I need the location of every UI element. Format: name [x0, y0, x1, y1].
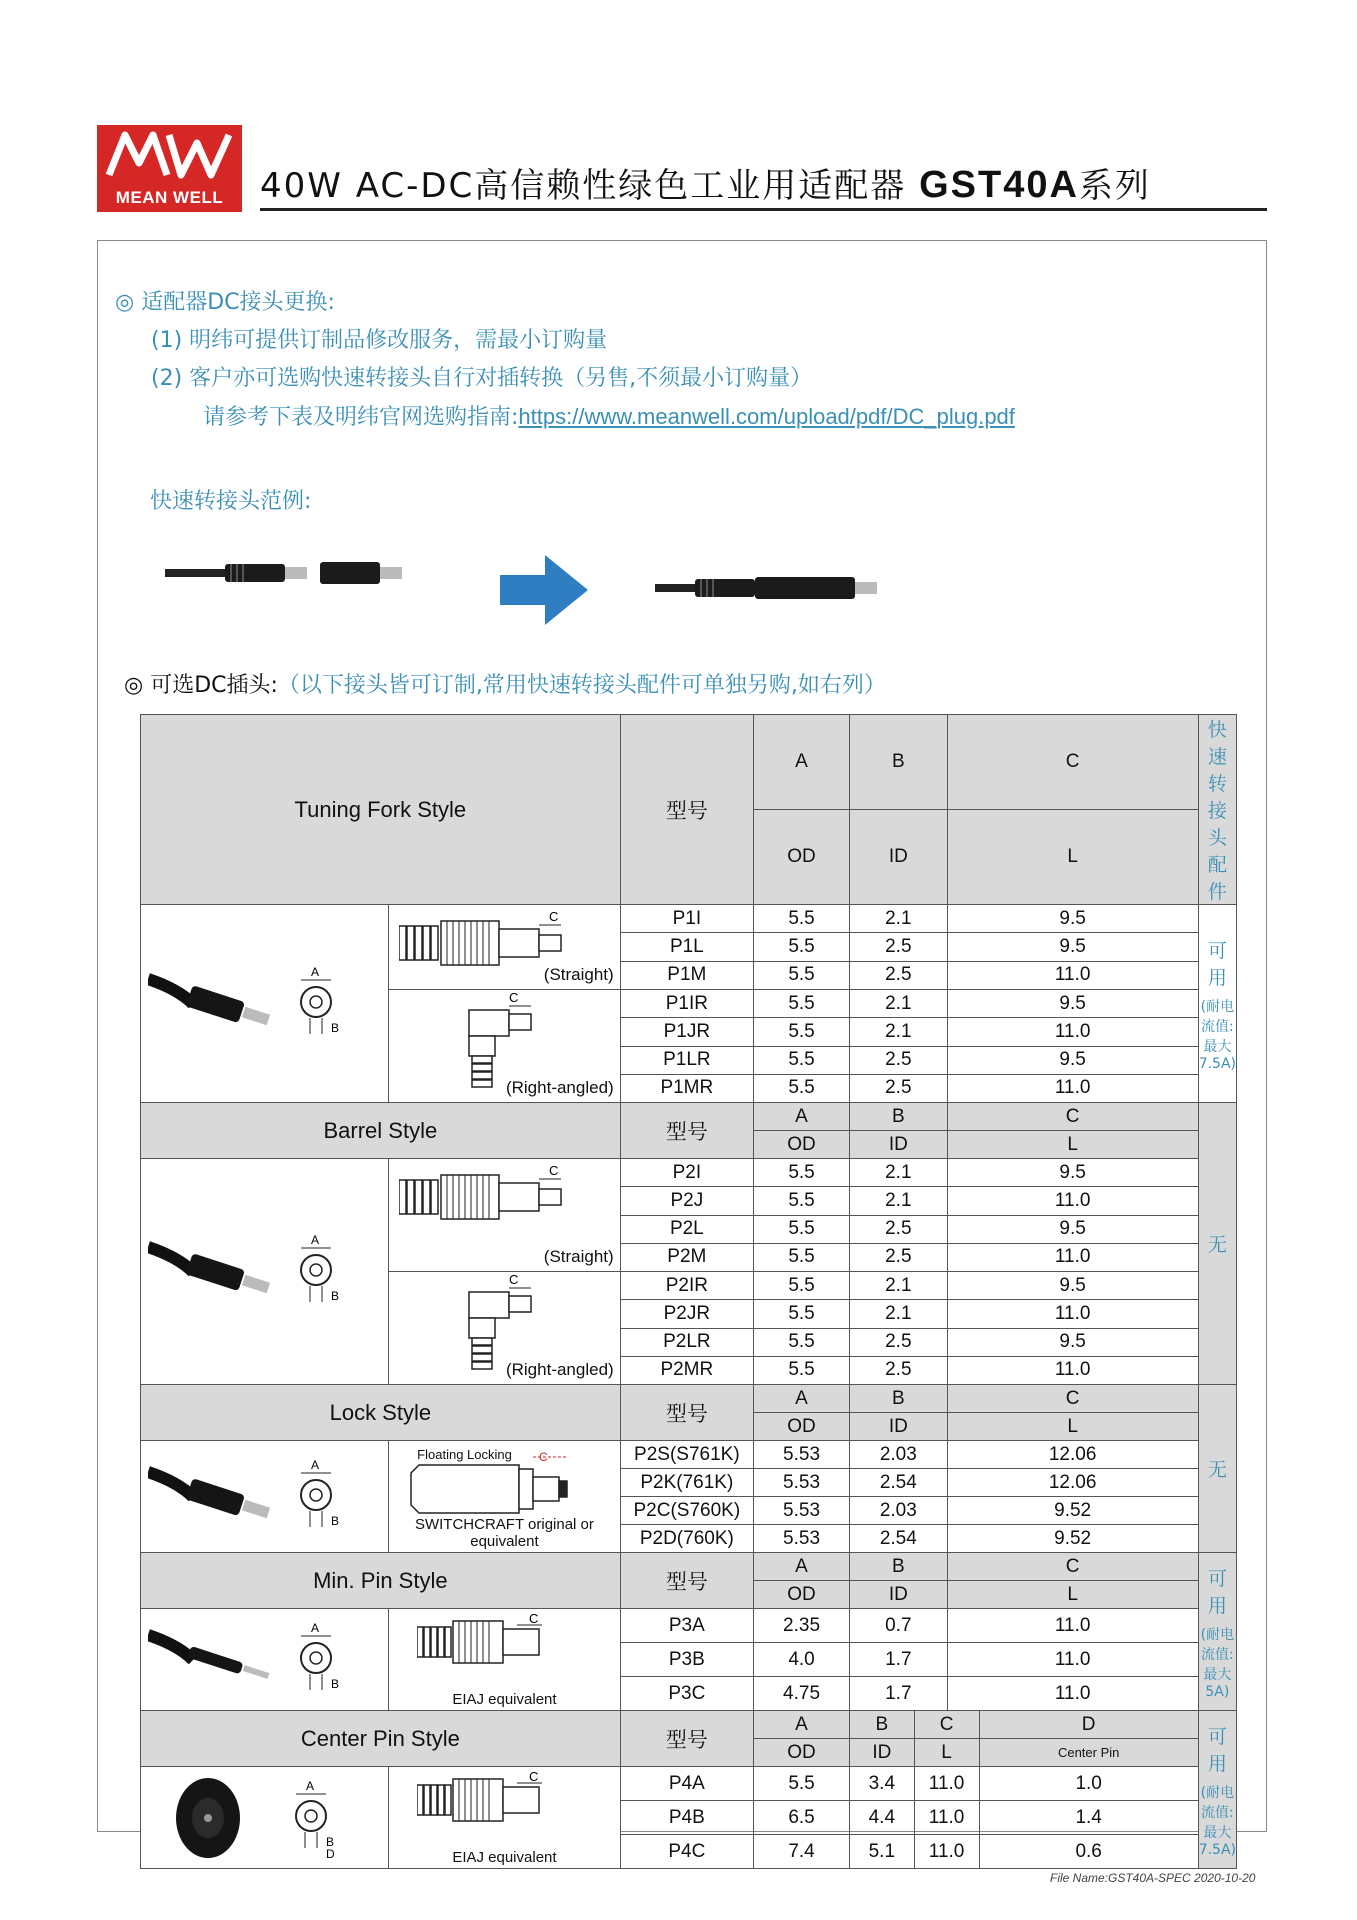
- svg-text:C: C: [509, 1272, 519, 1287]
- svg-text:C: C: [529, 1611, 539, 1626]
- model-cell: P3C: [620, 1677, 753, 1711]
- accessory-cell: [1198, 1385, 1236, 1553]
- dim-value: 2.1: [850, 1272, 948, 1300]
- dim-value: 11.0: [947, 1018, 1198, 1046]
- eiaj-caption: EIAJ equivalent: [452, 1691, 557, 1708]
- dim-value: 1.7: [850, 1677, 948, 1711]
- dim-value: 2.5: [850, 933, 948, 961]
- table-row: [141, 1767, 1237, 1801]
- section-header-row: [141, 1553, 1237, 1581]
- dim-value: 11.0: [947, 1074, 1198, 1102]
- dim-subheader: OD: [753, 1413, 849, 1441]
- dim-value: 11.0: [947, 961, 1198, 989]
- dim-subheader: ID: [850, 1413, 948, 1441]
- dim-value: 2.5: [850, 961, 948, 989]
- model-cell: P2MR: [620, 1356, 753, 1384]
- mean-well-logo: [97, 125, 242, 212]
- straight-plug-cell: [389, 905, 621, 990]
- dim-subheader: L: [947, 1131, 1198, 1159]
- dim-value: 5.5: [753, 1187, 849, 1215]
- dim-value: 5.5: [753, 933, 849, 961]
- model-header: 型号: [620, 715, 753, 905]
- accessory-current-note: (耐电流值: 最大7.5A): [1198, 1784, 1237, 1858]
- lock-plug-caption: SWITCHCRAFT original or equivalent: [414, 1516, 594, 1550]
- dim-value: 11.0: [947, 1677, 1198, 1711]
- arrow-right-icon: [500, 555, 590, 625]
- dim-value: 1.0: [979, 1767, 1198, 1801]
- svg-text:B: B: [331, 1288, 340, 1303]
- dim-value: 6.5: [753, 1801, 849, 1835]
- page-title: [260, 158, 1151, 207]
- accessory-cell: [1198, 1553, 1236, 1711]
- accessory-availability: 无: [1207, 1234, 1227, 1256]
- accessory-current-note: (耐电流值: 最大7.5A): [1198, 998, 1237, 1072]
- note-line-1: (1) 明纬可提供订制品修改服务，需最小订购量: [151, 328, 608, 353]
- model-cell: P2LR: [620, 1328, 753, 1356]
- model-cell: P1M: [620, 961, 753, 989]
- model-cell: P2M: [620, 1243, 753, 1271]
- plug-example-joined-icon: [655, 570, 885, 610]
- dim-value: 4.0: [753, 1643, 849, 1677]
- svg-text:B: B: [331, 1676, 340, 1691]
- svg-text:A: A: [311, 964, 320, 979]
- dim-header: D: [979, 1711, 1198, 1739]
- dim-value: 2.54: [850, 1469, 948, 1497]
- dim-value: 5.53: [753, 1441, 849, 1469]
- plug-drawing-cell: [389, 1767, 621, 1869]
- model-cell: P2I: [620, 1159, 753, 1187]
- plug-photo-cell: [141, 905, 389, 1103]
- dim-value: 2.35: [753, 1609, 849, 1643]
- dim-header: C: [947, 715, 1198, 810]
- right-angled-plug-drawing-icon: [429, 990, 539, 1090]
- dim-header: C: [947, 1553, 1198, 1581]
- dim-value: 5.1: [850, 1835, 915, 1869]
- dim-value: 11.0: [914, 1835, 979, 1869]
- dim-value: 2.5: [850, 1215, 948, 1243]
- dim-subheader: OD: [753, 1581, 849, 1609]
- dim-subheader: ID: [850, 1131, 948, 1159]
- dim-subheader: OD: [753, 1131, 849, 1159]
- plug-photo-icon: [148, 1620, 278, 1700]
- model-cell: P1L: [620, 933, 753, 961]
- accessory-current-note: (耐电流值: 最大5A): [1200, 1626, 1235, 1700]
- dim-value: 2.5: [850, 1243, 948, 1271]
- model-cell: P2JR: [620, 1300, 753, 1328]
- accessory-availability: 可用: [1207, 1567, 1227, 1617]
- dim-value: 5.5: [753, 1159, 849, 1187]
- svg-text:B: B: [331, 1513, 340, 1528]
- model-cell: P3B: [620, 1643, 753, 1677]
- model-header: 型号: [620, 1103, 753, 1159]
- optional-plugs-prefix: ◎ 可选DC插头:: [124, 673, 278, 698]
- svg-text:B: B: [326, 1834, 335, 1849]
- model-cell: P2L: [620, 1215, 753, 1243]
- dim-value: 5.5: [753, 1767, 849, 1801]
- model-cell: P1MR: [620, 1074, 753, 1102]
- dim-value: 5.5: [753, 905, 849, 933]
- section-header-row: [141, 1385, 1237, 1413]
- model-cell: P2D(760K): [620, 1525, 753, 1553]
- plug-drawing-cell: [389, 1609, 621, 1711]
- dim-value: 5.53: [753, 1497, 849, 1525]
- dim-value: 5.5: [753, 1356, 849, 1384]
- dim-value: 9.5: [947, 933, 1198, 961]
- section-name: Barrel Style: [141, 1103, 621, 1159]
- svg-text:A: A: [311, 1457, 320, 1472]
- right-angled-plug-cell: [389, 990, 621, 1103]
- model-cell: P2S(S761K): [620, 1441, 753, 1469]
- plug-photo-cell: [141, 1441, 389, 1553]
- plug-photo-cell: [141, 1609, 389, 1711]
- dc-plug-guide-link[interactable]: https://www.meanwell.com/upload/pdf/DC_plug.pdf: [518, 404, 1015, 429]
- dim-value: 1.4: [979, 1801, 1198, 1835]
- section-header-row: [141, 1103, 1237, 1131]
- section-header-row: [141, 1711, 1237, 1739]
- accessory-cell: [1198, 1711, 1236, 1869]
- optional-plugs-title: [124, 668, 886, 699]
- svg-text:A: A: [306, 1778, 315, 1793]
- dim-value: 9.5: [947, 1159, 1198, 1187]
- dim-header: A: [753, 715, 849, 810]
- model-header: 型号: [620, 1385, 753, 1441]
- table-row: [141, 1441, 1237, 1469]
- eiaj-plug-drawing-icon: [417, 1769, 607, 1839]
- plug-example-cable-icon: [165, 555, 415, 595]
- dim-value: 5.5: [753, 961, 849, 989]
- dim-value: 2.1: [850, 1187, 948, 1215]
- header-rule: [260, 208, 1267, 211]
- plug-photo-cell: [141, 1159, 389, 1385]
- floating-locking-label: Floating Locking: [417, 1447, 512, 1462]
- dim-value: 4.4: [850, 1801, 915, 1835]
- dim-subheader: ID: [850, 1739, 915, 1767]
- plug-front-view-icon: [291, 1620, 381, 1700]
- straight-caption: (Straight): [543, 965, 614, 984]
- model-cell: P4A: [620, 1767, 753, 1801]
- dim-header: C: [947, 1385, 1198, 1413]
- dim-value: 2.54: [850, 1525, 948, 1553]
- model-cell: P2C(S760K): [620, 1497, 753, 1525]
- dim-value: 9.52: [947, 1525, 1198, 1553]
- quick-adapter-example-title: 快速转接头范例:: [150, 489, 312, 514]
- right-angled-caption: (Right-angled): [505, 1360, 614, 1379]
- note-line-3-prefix: 请参考下表及明纬官网选购指南:: [203, 405, 519, 430]
- dim-value: 5.5: [753, 1272, 849, 1300]
- dim-value: 11.0: [947, 1643, 1198, 1677]
- svg-text:C: C: [549, 911, 559, 924]
- plug-photo-icon: [148, 1457, 278, 1537]
- dim-subheader: OD: [753, 1739, 849, 1767]
- mw-logo-icon: [105, 129, 233, 181]
- model-cell: P2IR: [620, 1272, 753, 1300]
- dim-header: B: [850, 1711, 915, 1739]
- right-angled-caption: (Right-angled): [505, 1078, 614, 1097]
- straight-caption: (Straight): [543, 1247, 614, 1266]
- dim-subheader: Center Pin: [979, 1739, 1198, 1767]
- table-row: [141, 905, 1237, 933]
- svg-text:A: A: [311, 1620, 320, 1635]
- dim-subheader: L: [914, 1739, 979, 1767]
- dim-value: 0.7: [850, 1609, 948, 1643]
- dc-plug-table: [140, 714, 1237, 1869]
- plug-photo-icon: [148, 964, 278, 1044]
- section-name: Lock Style: [141, 1385, 621, 1441]
- dim-value: 11.0: [914, 1767, 979, 1801]
- dim-subheader: L: [947, 1581, 1198, 1609]
- dim-value: 11.0: [947, 1243, 1198, 1271]
- dim-subheader: OD: [753, 810, 849, 905]
- dim-header: B: [850, 1385, 948, 1413]
- dim-value: 5.5: [753, 1328, 849, 1356]
- dim-value: 0.6: [979, 1835, 1198, 1869]
- dim-subheader: ID: [850, 1581, 948, 1609]
- dim-value: 2.03: [850, 1441, 948, 1469]
- dim-value: 11.0: [947, 1300, 1198, 1328]
- dim-header: A: [753, 1103, 849, 1131]
- model-cell: P2K(761K): [620, 1469, 753, 1497]
- right-angled-plug-drawing-icon: [429, 1272, 539, 1372]
- dim-value: 2.1: [850, 905, 948, 933]
- dim-value: 5.5: [753, 1300, 849, 1328]
- dim-header: A: [753, 1711, 849, 1739]
- plug-photo-icon: [148, 1232, 278, 1312]
- section-header-row: [141, 715, 1237, 810]
- dim-value: 5.5: [753, 990, 849, 1018]
- svg-text:D: D: [326, 1846, 336, 1858]
- dim-value: 9.5: [947, 905, 1198, 933]
- accessory-availability: 无: [1207, 1459, 1227, 1481]
- svg-text:A: A: [311, 1232, 320, 1247]
- title-model: GST40A: [919, 164, 1079, 206]
- plug-front-view-icon: [286, 1778, 376, 1858]
- accessory-cell: [1198, 1103, 1236, 1385]
- right-angled-plug-cell: [389, 1272, 621, 1385]
- dim-header: B: [850, 715, 948, 810]
- dim-header: C: [914, 1711, 979, 1739]
- svg-text:C: C: [539, 1450, 548, 1464]
- dim-value: 2.1: [850, 990, 948, 1018]
- dim-value: 2.1: [850, 1018, 948, 1046]
- dim-value: 5.5: [753, 1018, 849, 1046]
- dim-subheader: L: [947, 810, 1198, 905]
- dim-value: 11.0: [914, 1801, 979, 1835]
- dim-value: 9.5: [947, 990, 1198, 1018]
- dim-value: 5.53: [753, 1469, 849, 1497]
- title-suffix: 系列: [1078, 166, 1151, 206]
- dim-value: 12.06: [947, 1441, 1198, 1469]
- model-cell: P1IR: [620, 990, 753, 1018]
- straight-plug-cell: [389, 1159, 621, 1272]
- dim-value: 5.53: [753, 1525, 849, 1553]
- notes-heading: ◎ 适配器DC接头更换:: [115, 290, 335, 315]
- model-cell: P1LR: [620, 1046, 753, 1074]
- dim-value: 5.5: [753, 1074, 849, 1102]
- eiaj-caption: EIAJ equivalent: [452, 1849, 557, 1866]
- dim-value: 1.7: [850, 1643, 948, 1677]
- plug-front-view-icon: [291, 1457, 381, 1537]
- dim-header: A: [753, 1385, 849, 1413]
- dim-header: B: [850, 1103, 948, 1131]
- dim-value: 2.1: [850, 1300, 948, 1328]
- note-line-2: (2) 客户亦可选购快速转接头自行对插转换（另售,不须最小订购量）: [151, 366, 813, 391]
- dim-value: 11.0: [947, 1187, 1198, 1215]
- plug-front-view-icon: [291, 964, 381, 1044]
- table-row: [141, 1159, 1237, 1187]
- plug-drawing-cell: [389, 1441, 621, 1553]
- optional-plugs-note: （以下接头皆可订制,常用快速转接头配件可单独另购,如右列）: [277, 673, 886, 698]
- accessory-cell: [1198, 905, 1236, 1103]
- dim-value: 9.5: [947, 1272, 1198, 1300]
- dim-value: 11.0: [947, 1356, 1198, 1384]
- dim-value: 2.5: [850, 1328, 948, 1356]
- dim-value: 12.06: [947, 1469, 1198, 1497]
- dim-value: 2.5: [850, 1046, 948, 1074]
- dim-header: C: [947, 1103, 1198, 1131]
- section-name: Center Pin Style: [141, 1711, 621, 1767]
- dim-value: 11.0: [947, 1609, 1198, 1643]
- dim-header: A: [753, 1553, 849, 1581]
- accessory-availability: 可用: [1207, 939, 1227, 989]
- svg-text:C: C: [529, 1769, 539, 1784]
- svg-text:B: B: [331, 1020, 340, 1035]
- model-cell: P4C: [620, 1835, 753, 1869]
- accessory-availability: 可用: [1207, 1725, 1227, 1775]
- section-name: Min. Pin Style: [141, 1553, 621, 1609]
- dim-value: 2.1: [850, 1159, 948, 1187]
- accessory-header: 快速转接头配件: [1198, 715, 1236, 905]
- model-cell: P1JR: [620, 1018, 753, 1046]
- dim-value: 2.03: [850, 1497, 948, 1525]
- model-cell: P4B: [620, 1801, 753, 1835]
- logo-text: MEAN WELL: [115, 188, 224, 207]
- dim-value: 5.5: [753, 1243, 849, 1271]
- dim-value: 9.5: [947, 1215, 1198, 1243]
- dim-value: 9.5: [947, 1328, 1198, 1356]
- dim-subheader: L: [947, 1413, 1198, 1441]
- title-prefix: 40W AC-DC高信赖性绿色工业用适配器: [260, 166, 907, 206]
- model-cell: P1I: [620, 905, 753, 933]
- model-cell: P3A: [620, 1609, 753, 1643]
- table-row: [141, 1609, 1237, 1643]
- dim-value: 5.5: [753, 1215, 849, 1243]
- dim-value: 2.5: [850, 1356, 948, 1384]
- eiaj-plug-drawing-icon: [417, 1611, 607, 1681]
- center-pin-plug-photo-icon: [153, 1768, 263, 1868]
- plug-replacement-notes: [115, 284, 1015, 437]
- dim-value: 4.75: [753, 1677, 849, 1711]
- svg-text:C: C: [509, 990, 519, 1005]
- straight-plug-drawing-icon: [399, 1165, 589, 1235]
- dim-header: B: [850, 1553, 948, 1581]
- dim-value: 2.5: [850, 1074, 948, 1102]
- note-line-3: [115, 398, 1015, 437]
- dim-value: 5.5: [753, 1046, 849, 1074]
- dim-value: 9.5: [947, 1046, 1198, 1074]
- model-header: 型号: [620, 1553, 753, 1609]
- file-name-footer: File Name:GST40A-SPEC 2020-10-20: [1050, 1871, 1256, 1885]
- plug-front-view-icon: [291, 1232, 381, 1312]
- plug-photo-cell: [141, 1767, 389, 1869]
- dim-subheader: ID: [850, 810, 948, 905]
- dim-value: 3.4: [850, 1767, 915, 1801]
- dim-value: 9.52: [947, 1497, 1198, 1525]
- model-cell: P2J: [620, 1187, 753, 1215]
- svg-text:C: C: [549, 1165, 559, 1178]
- section-name: Tuning Fork Style: [141, 715, 621, 905]
- dim-value: 7.4: [753, 1835, 849, 1869]
- model-header: 型号: [620, 1711, 753, 1767]
